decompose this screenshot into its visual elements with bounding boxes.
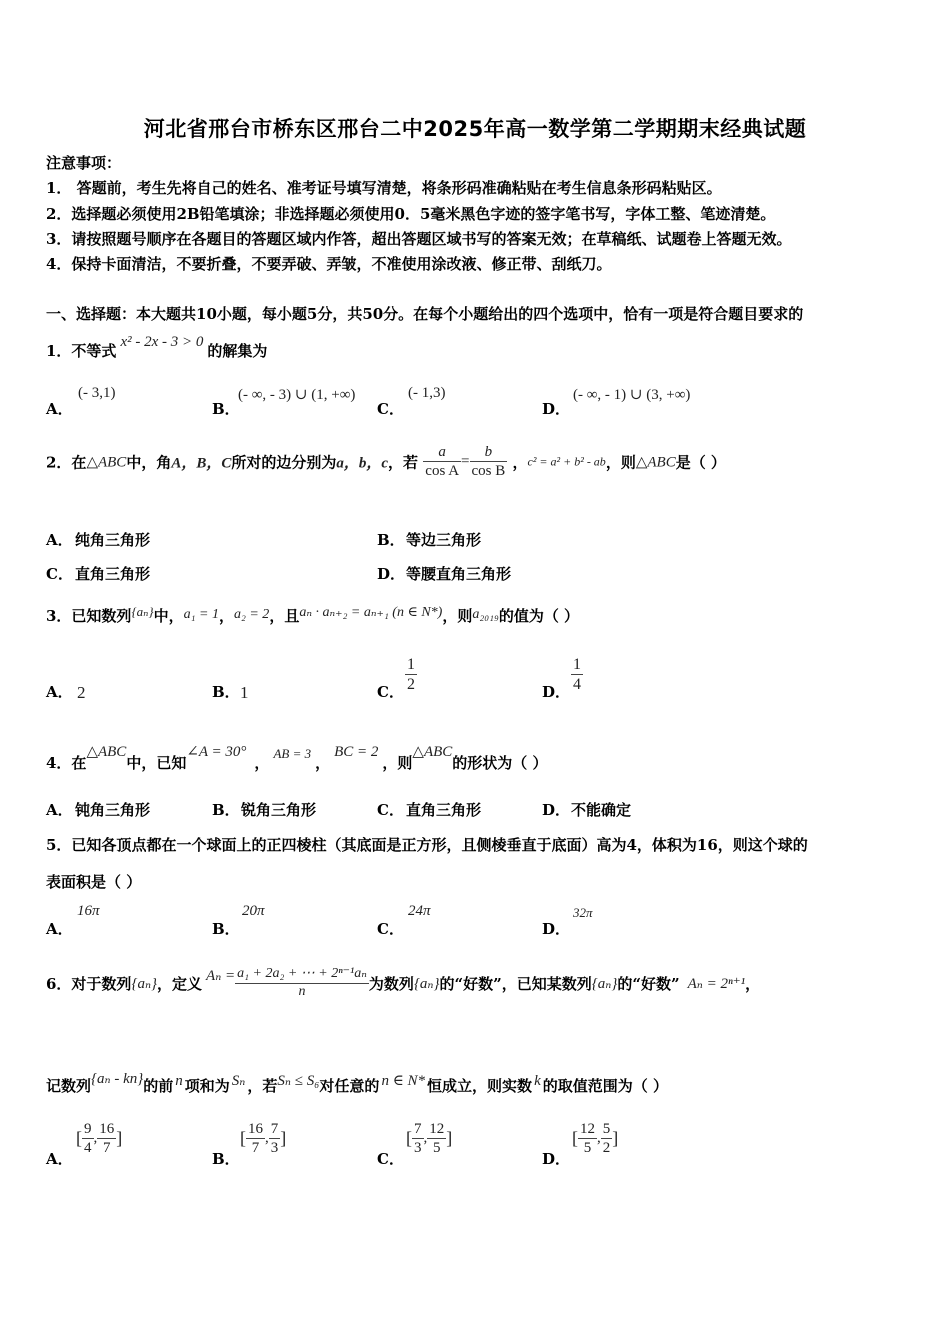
- q5-option-c[interactable]: 24π: [408, 903, 431, 919]
- q3-a2: a₂ = 2: [233, 607, 270, 622]
- notice-heading: 注意事项：: [46, 154, 122, 172]
- q2-condition: c² = a² + b² - ab: [527, 454, 606, 468]
- q4-then: ，则: [382, 754, 413, 772]
- q2-option-a-label[interactable]: A．: [46, 531, 73, 549]
- q6-k: k: [534, 1073, 541, 1089]
- q1-option-a-label[interactable]: A．: [46, 400, 73, 418]
- q5-line-1: 5．已知各顶点都在一个球面上的正四棱柱（其底面是正方形，且侧棱垂直于底面）高为4，体积为16，则这个球的: [46, 836, 808, 854]
- q4-option-c-label[interactable]: C．: [377, 801, 404, 819]
- q3-option-a-label[interactable]: A．: [46, 683, 73, 701]
- q6-mid3: 的“好数”，已知某数列: [439, 974, 592, 993]
- q4-mid: 中，已知: [126, 754, 187, 772]
- q4-angle: ∠A = 30°: [186, 744, 247, 760]
- q5-option-d-label[interactable]: D．: [542, 920, 571, 938]
- q6-option-d[interactable]: [ $\frac{12}{5}$ , $\frac{5}{2}$ ]: [572, 1121, 619, 1156]
- question-1: [46, 334, 268, 361]
- q2-option-d[interactable]: 等腰直角三角形: [406, 565, 512, 583]
- q4-option-d-label[interactable]: D．: [542, 801, 571, 819]
- q3-mid: 中，: [153, 607, 184, 625]
- q1-expr: x² - 2x - 3 > 0: [120, 334, 204, 350]
- q6-seq3: {aₙ}: [591, 975, 618, 992]
- notice-item-4: 4．保持卡面清洁，不要折叠，不要弄破、弄皱，不准使用涂改液、修正带、刮纸刀。: [46, 255, 612, 273]
- q3-then: ，则: [442, 607, 473, 625]
- exam-title: 河北省邢台市桥东区邢台二中2025年高一数学第二学期期末经典试题: [143, 117, 807, 141]
- q2-vars: A，B，C: [171, 455, 232, 471]
- q3-option-a[interactable]: 2: [77, 683, 86, 702]
- q5-option-b[interactable]: 20π: [242, 903, 265, 919]
- q1-option-a[interactable]: (- 3,1): [78, 385, 116, 401]
- question-6-line-1: [46, 966, 760, 1001]
- q1-pre: 1．不等式: [46, 342, 117, 360]
- q6-mid: ，定义: [157, 974, 203, 993]
- q6-comma: ，: [745, 974, 761, 993]
- notice-item-1: 1． 答题前，考生先将自己的姓名、准考证号填写清楚，将条形码准确粘贴在考生信息条形码粘贴区。: [46, 179, 722, 197]
- q2-sides: a，b，c: [336, 455, 389, 471]
- q2-option-b[interactable]: 等边三角形: [406, 531, 482, 549]
- q3-seq: {aₙ}: [131, 604, 154, 619]
- q6-option-c-label[interactable]: C．: [377, 1150, 404, 1168]
- q3-option-c[interactable]: $\frac{1}{2}$: [407, 656, 415, 694]
- q6-n: n: [175, 1073, 183, 1089]
- q4-option-a-label[interactable]: A．: [46, 801, 73, 819]
- q6-n-in-N: n ∈ N*: [381, 1073, 426, 1089]
- q2-if: ，若: [388, 453, 419, 471]
- q2-mid2: 所对的边分别为: [231, 453, 337, 471]
- q5-option-a[interactable]: 16π: [77, 903, 100, 919]
- q5-option-b-label[interactable]: B．: [212, 920, 240, 938]
- q6-definition-fraction: $\frac{\text{a₁ + 2a₂ + ⋯ + 2ⁿ⁻¹aₙ}}{n}$: [237, 966, 367, 999]
- question-4: 4．在△ABC中，已知∠A = 30°，AB = 3，BC = 2，则△ABC的形状为（ ）: [46, 744, 548, 772]
- q4-bc: BC = 2: [334, 744, 379, 760]
- q1-option-d-label[interactable]: D．: [542, 400, 571, 418]
- q6-option-c[interactable]: [ $\frac{7}{3}$ , $\frac{12}{5}$ ]: [406, 1121, 453, 1156]
- q6-mid4: 的“好数”: [617, 974, 680, 993]
- q6-option-a-label[interactable]: A．: [46, 1150, 73, 1168]
- q6-option-a[interactable]: [ $\frac{9}{4}$ , $\frac{16}{7}$ ]: [76, 1121, 123, 1156]
- q6-option-b-label[interactable]: B．: [212, 1150, 240, 1168]
- q6-option-b[interactable]: [ $\frac{16}{7}$ , $\frac{7}{3}$ ]: [240, 1121, 287, 1156]
- q5-option-a-label[interactable]: A．: [46, 920, 73, 938]
- q3-a1: a₁ = 1: [183, 607, 219, 622]
- q1-post: 的解集为: [207, 342, 268, 360]
- q5-line-2: 表面积是（ ）: [46, 873, 142, 891]
- q4-tri2: △ABC: [412, 744, 453, 760]
- notice-item-3: 3．请按照题号顺序在各题目的答题区域内作答，超出答题区域书写的答案无效；在草稿纸、试题卷上答题无效。: [46, 230, 792, 248]
- q3-recurrence: aₙ · aₙ₊₂ = aₙ₊₁ (n ∈ N*): [299, 605, 443, 620]
- q3-and: ，且: [269, 607, 300, 625]
- q6-An: Aₙ =: [206, 967, 236, 984]
- question-2: 2．在△ABC中，角A，B，C所对的边分别为a，b，c，若 $\frac{a}{\text{cos A}}$ = $\frac{b}{\text{cos B}}$ ，c² = a² + b² - ab，则△ABC是（ ）: [46, 444, 726, 479]
- q6-seq2: {aₙ}: [413, 975, 440, 992]
- q5-option-d[interactable]: 32π: [573, 905, 593, 920]
- q1-option-c-label[interactable]: C．: [377, 400, 404, 418]
- q4-tri: △ABC: [86, 744, 127, 760]
- q2-then: ，则: [605, 453, 636, 471]
- q2-pre: 2．在: [46, 453, 87, 471]
- notice-item-2: 2．选择题必须使用2B铅笔填涂；非选择题必须使用0．5毫米黑色字迹的签字笔书写，字体工整、笔迹清楚。: [46, 205, 776, 223]
- q3-option-b-label[interactable]: B．: [212, 683, 240, 701]
- q4-option-b[interactable]: 锐角三角形: [241, 801, 317, 819]
- q6-l2-end: 的取值范围为（ ）: [542, 1077, 668, 1095]
- q6-l2-if: ，若: [247, 1077, 278, 1095]
- q2-end: 是（ ）: [675, 453, 726, 471]
- q2-equals: =: [461, 453, 470, 469]
- q4-option-c[interactable]: 直角三角形: [406, 801, 482, 819]
- q6-l2-mid2: 项和为: [184, 1077, 230, 1095]
- q6-l2-any: 对任意的: [319, 1077, 380, 1095]
- q3-option-c-label[interactable]: C．: [377, 683, 404, 701]
- q4-option-d[interactable]: 不能确定: [571, 801, 632, 819]
- q4-end: 的形状为（ ）: [452, 754, 548, 772]
- q2-option-b-label[interactable]: B．: [377, 531, 405, 549]
- q2-option-a[interactable]: 纯角三角形: [75, 531, 151, 549]
- q3-option-d[interactable]: $\frac{1}{4}$: [573, 656, 581, 694]
- q2-mid: 中，角: [126, 453, 172, 471]
- q1-option-b-label[interactable]: B．: [212, 400, 240, 418]
- q5-option-c-label[interactable]: C．: [377, 920, 404, 938]
- q6-l2-pre: 记数列: [46, 1077, 92, 1095]
- q4-pre: 4．在: [46, 754, 87, 772]
- q6-mid2: 为数列: [368, 974, 414, 993]
- q3-target: a₂₀₁₉: [472, 607, 499, 622]
- q6-good-number: Aₙ = 2ⁿ⁺¹: [687, 975, 746, 992]
- q6-seq4: {aₙ - kn}: [91, 1071, 144, 1087]
- q6-seq: {aₙ}: [131, 975, 158, 992]
- q3-pre: 3．已知数列: [46, 607, 132, 625]
- question-3: 3．已知数列{aₙ}中，a₁ = 1，a₂ = 2，且aₙ · aₙ₊₂ = aₙ₊₁ (n ∈ N*)，则a₂₀₁₉的值为（ ）: [46, 604, 580, 625]
- q3-option-b[interactable]: 1: [240, 683, 249, 702]
- q6-inequality: Sₙ ≤ S₆: [277, 1073, 320, 1089]
- q4-option-b-label[interactable]: B．: [212, 801, 240, 819]
- q1-option-c[interactable]: (- 1,3): [408, 385, 446, 401]
- q1-option-d[interactable]: (- ∞, - 1) ∪ (3, +∞): [573, 387, 691, 403]
- q6-l2-mid: 的前: [143, 1077, 174, 1095]
- q2-tri2: △ABC: [635, 454, 676, 470]
- q2-option-c-label[interactable]: C．: [46, 565, 73, 583]
- q6-Sn: Sₙ: [231, 1073, 246, 1089]
- q3-option-d-label[interactable]: D．: [542, 683, 571, 701]
- q2-option-c[interactable]: 直角三角形: [75, 565, 151, 583]
- q1-option-b[interactable]: (- ∞, - 3) ∪ (1, +∞): [238, 387, 356, 403]
- q2-fraction-b: $\frac{b}{\text{cos B}}$: [471, 444, 506, 479]
- q4-ab: AB = 3: [273, 746, 312, 761]
- q6-pre: 6．对于数列: [46, 974, 132, 993]
- q4-option-a[interactable]: 钝角三角形: [75, 801, 151, 819]
- question-6-line-2: [46, 1071, 668, 1096]
- q2-fraction-a: $\frac{a}{\text{cos A}}$: [425, 444, 460, 479]
- q6-l2-hold: 恒成立，则实数: [427, 1077, 533, 1095]
- q6-option-d-label[interactable]: D．: [542, 1150, 571, 1168]
- section-heading: 一、选择题：本大题共10小题，每小题5分，共50分。在每个小题给出的四个选项中，恰有一项是符合题目要求的: [46, 305, 804, 323]
- q3-end: 的值为（ ）: [498, 607, 580, 625]
- q2-tri: △ABC: [86, 454, 127, 470]
- q2-option-d-label[interactable]: D．: [377, 565, 406, 583]
